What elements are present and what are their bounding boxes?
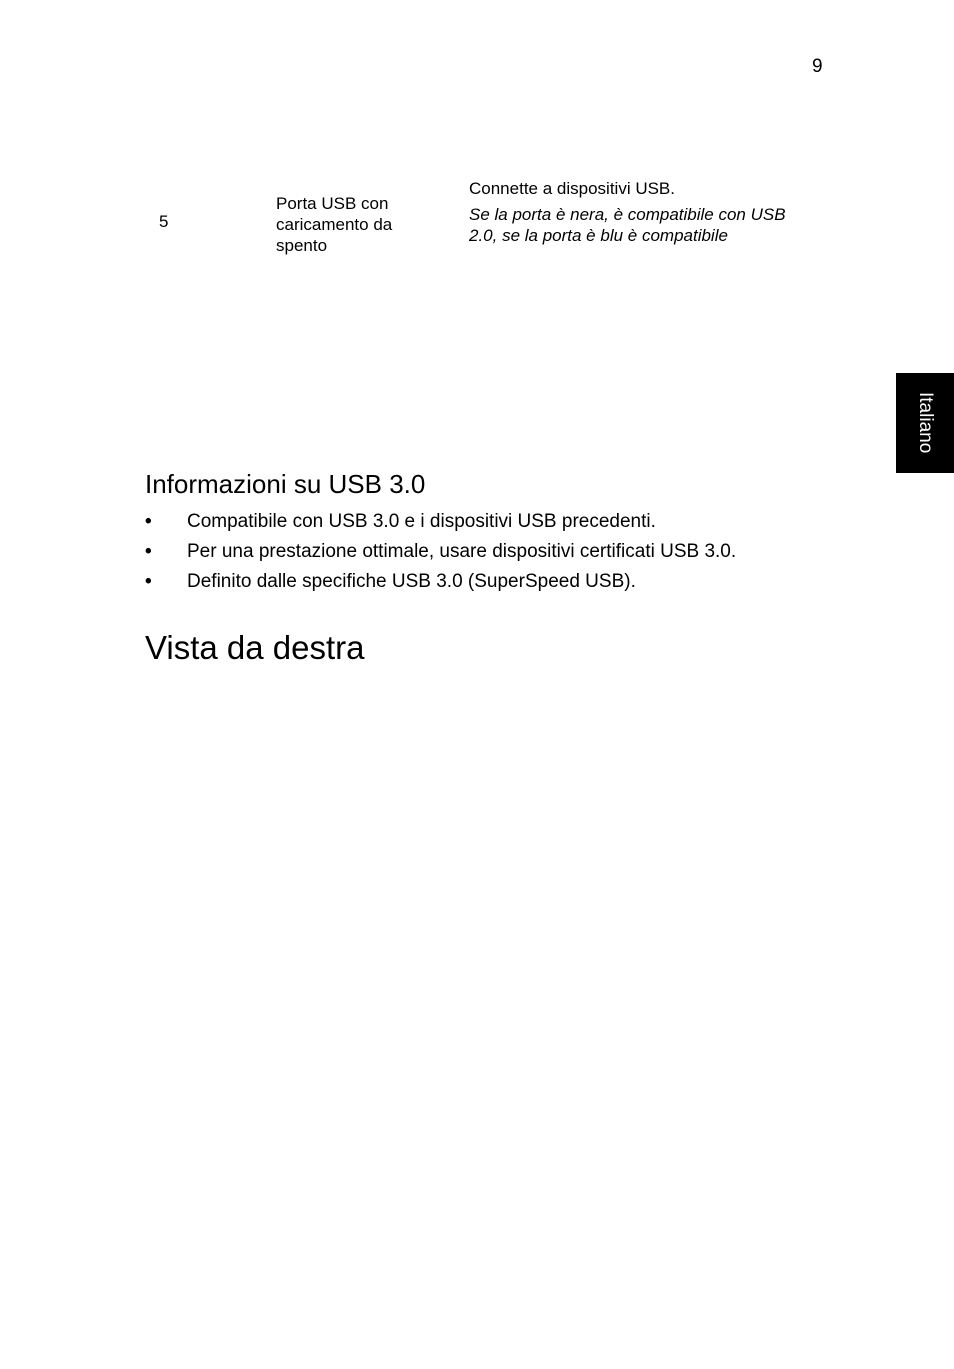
- language-tab-label: Italiano: [915, 392, 936, 454]
- item-note: Se la porta è nera, è compatibile con USB 2.0, se la porta è blu è compatibile: [469, 205, 786, 245]
- item-name: Porta USB con caricamento da spento: [276, 194, 393, 255]
- usb-bullet-list: [145, 510, 845, 600]
- usb-section-heading: Informazioni su USB 3.0: [145, 469, 426, 499]
- right-view-title: Vista da destra: [145, 629, 365, 666]
- bullet-icon: •: [145, 541, 152, 562]
- item-description: Connette a dispositivi USB.: [469, 179, 675, 198]
- bullet-icon: •: [145, 571, 152, 592]
- list-item-text: Per una prestazione ottimale, usare dispositivi certificati USB 3.0.: [187, 541, 737, 562]
- list-item: [145, 540, 845, 570]
- list-item: [145, 570, 845, 600]
- list-item-text: Compatibile con USB 3.0 e i dispositivi USB precedenti.: [187, 511, 656, 532]
- page-number: 9: [812, 56, 823, 77]
- language-tab: [896, 373, 954, 473]
- list-item: [145, 510, 845, 540]
- list-item-text: Definito dalle specifiche USB 3.0 (SuperSpeed USB).: [187, 571, 636, 592]
- item-number: 5: [159, 212, 169, 231]
- bullet-icon: •: [145, 511, 152, 532]
- item-description-cell: [469, 179, 809, 246]
